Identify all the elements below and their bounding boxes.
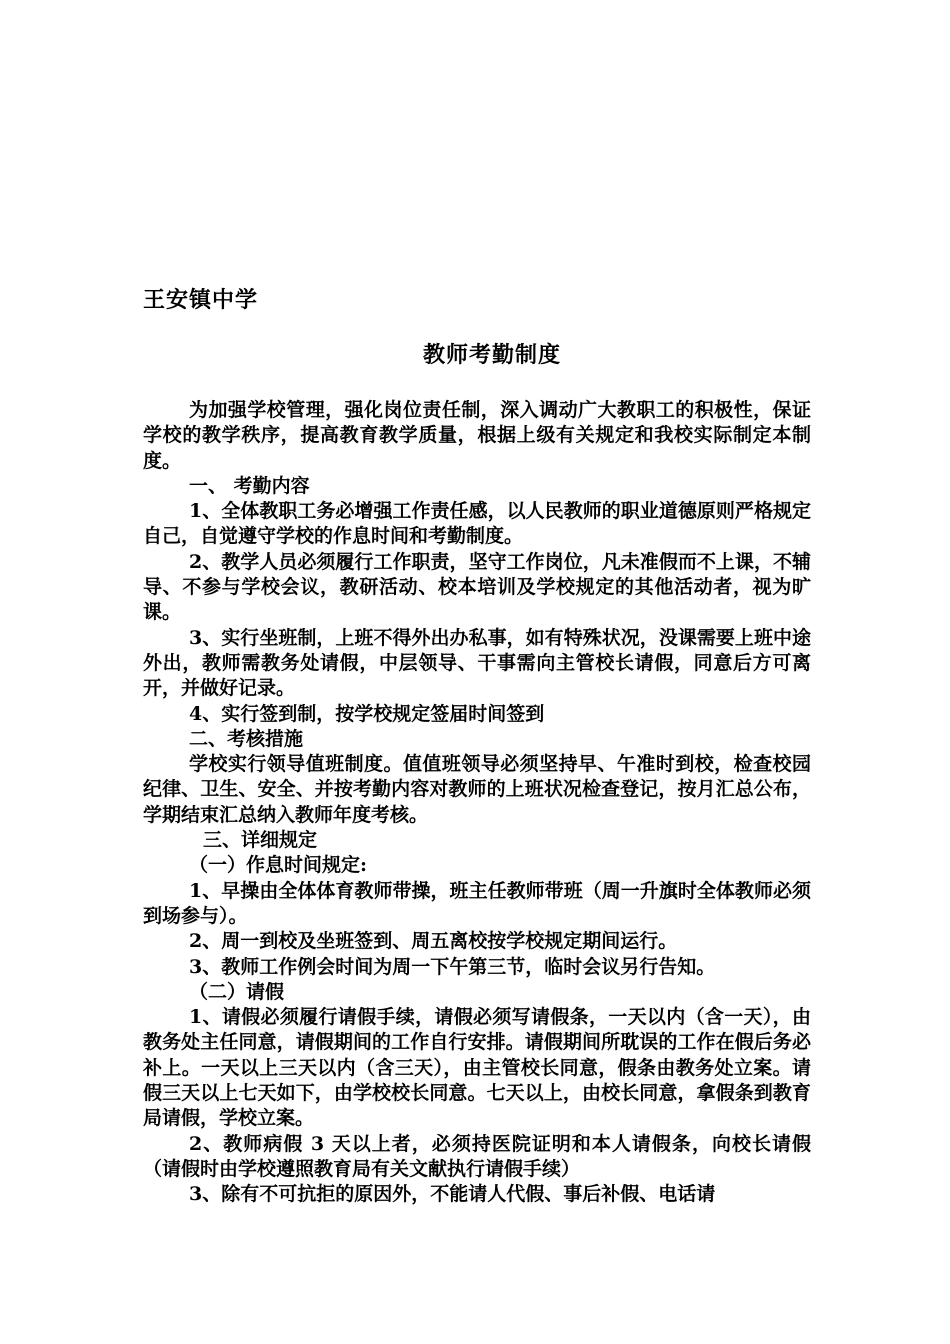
school-name: 王安镇中学 xyxy=(143,288,259,313)
document-body xyxy=(143,398,811,1208)
paragraph: 2、周一到校及坐班签到、周五离校按学校规定期间运行。 xyxy=(189,930,678,953)
paragraph: 4、实行签到制，按学校规定签届时间签到 xyxy=(189,702,545,725)
paragraph-intro: 为加强学校管理，强化岗位责任制，深入调动广大教职工的积极性，保证学校的教学秩序，提高教育教学质量，根据上级有关规定和我校实际制定本制度。 xyxy=(143,399,811,472)
paragraph: 3、教师工作例会时间为周一下午第三节，临时会议另行告知。 xyxy=(189,955,716,978)
paragraph: 1、请假必须履行请假手续，请假必须写请假条，一天以内（含一天），由教务处主任同意，请假期间的工作自行安排。请假期间所耽误的工作在假后务必补上。一天以上三天以内（含三天），由主管校长同意，假条由教务处立案。请假三天以上七天如下，由学校校长同意。七天以上，由校长同意，拿假条到教育局请假，学校立案。 xyxy=(143,1006,811,1130)
section-heading-3: 三、详细规定 xyxy=(203,829,318,852)
paragraph: 2、教师病假 3 天以上者，必须持医院证明和本人请假条，向校长请假（请假时由学校遵照教育局有关文献执行请假手续） xyxy=(143,1132,811,1180)
subsection-heading-1: （一）作息时间规定: xyxy=(189,854,368,877)
section-heading-2: 二、考核措施 xyxy=(189,727,304,750)
paragraph: 2、教学人员必须履行工作职责，坚守工作岗位，凡未准假而不上课，不辅导、不参与学校会议，教研活动、校本培训及学校规定的其他活动者，视为旷课。 xyxy=(143,550,811,624)
paragraph: 3、实行坐班制，上班不得外出办私事，如有特殊状况，没课需要上班中途外出，教师需教务处请假，中层领导、干事需向主管校长请假，同意后方可离开，并做好记录。 xyxy=(143,626,811,700)
paragraph: 1、早操由全体体育教师带操，班主任教师带班（周一升旗时全体教师必须到场参与）。 xyxy=(143,879,811,927)
section-heading-1: 一、 考勤内容 xyxy=(189,474,310,497)
paragraph: 3、除有不可抗拒的原因外，不能请人代假、事后补假、电话请 xyxy=(189,1183,716,1206)
subsection-heading-2: （二）请假 xyxy=(189,980,285,1003)
paragraph: 学校实行领导值班制度。值值班领导必须坚持早、午准时到校，检查校园纪律、卫生、安全、并按考勤内容对教师的上班状况检查登记，按月汇总公布，学期结束汇总纳入教师年度考核。 xyxy=(143,753,811,826)
paragraph: 1、全体教职工务必增强工作责任感，以人民教师的职业道德原则严格规定自己，自觉遵守学校的作息时间和考勤制度。 xyxy=(143,500,811,548)
document-title: 教师考勤制度 xyxy=(423,343,562,368)
